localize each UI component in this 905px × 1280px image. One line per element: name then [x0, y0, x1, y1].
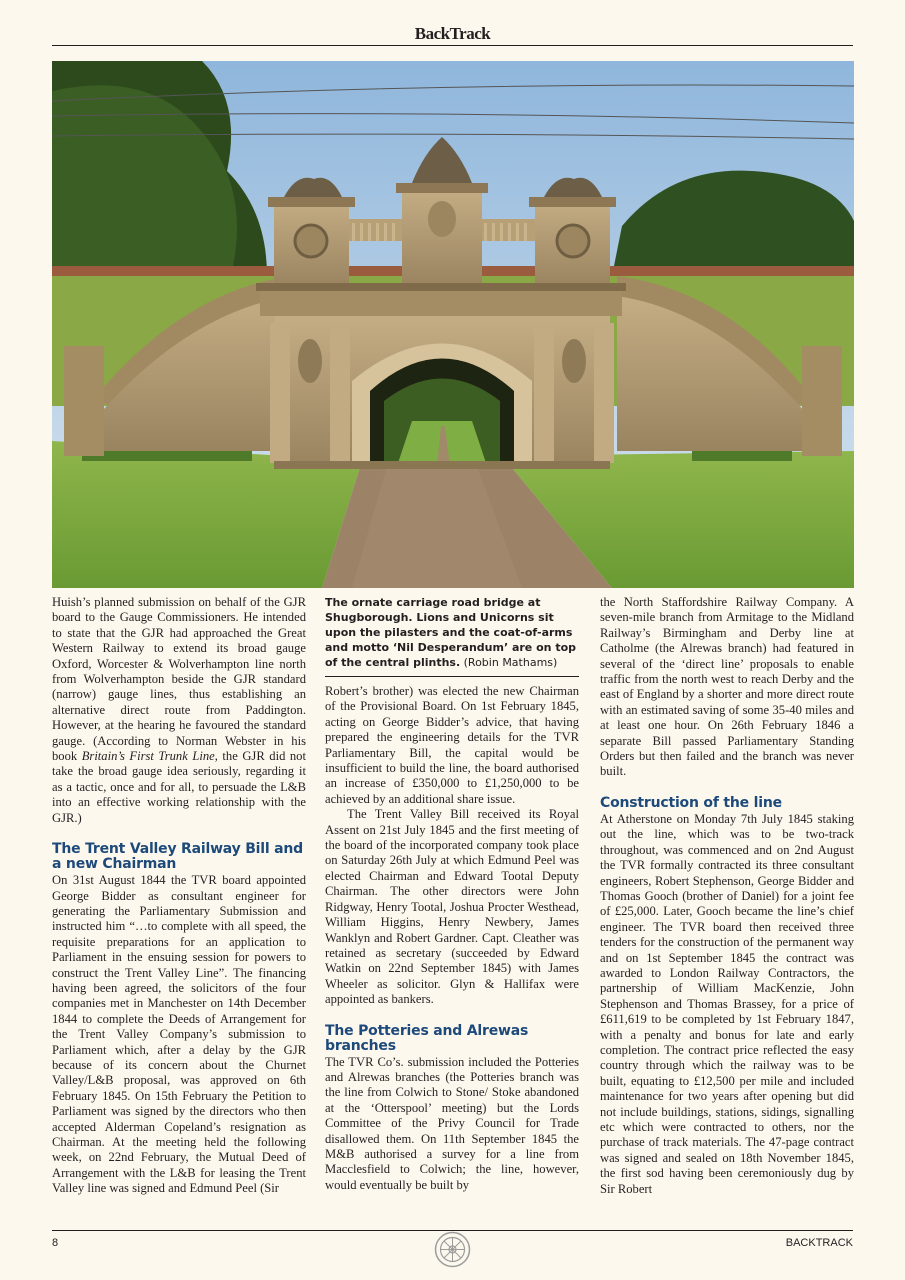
paragraph: the North Staffordshire Railway Company. A seven-mile branch from Armitage to the Midland Railway’s Birmingham and Derby line at Catholme (the Alrewas branch) had featured in several of the ‘direct line’ proposals to enable traffic from the north west to reach Derby and the east of England by a shorter and more direct route with an estimated saving of some 35-40 miles and at least one hour. On 26th February 1846 a separate Bill passed Parliamentary Standing Orders but then failed and the branch was never built. [600, 595, 854, 779]
paragraph: On 31st August 1844 the TVR board appointed George Bidder as consultant engineer for generating the Parliamentary Submission and instructed him “…to complete with all speed, the requisite preparations for an application to Parliament in the ensuing session for powers to construct the Trent Valley Line”. The financing having been agreed, the solicitors of the four companies met in Manchester on 14th December 1844 to complete the Deeds of Arrangement for the Trent Valley Company’s submission to Parliament which, after a delay by the GJR because of its concern about the Churnet Valley/L&B proposal, was approved on 6th February 1845. On 15th February the Petition to Parliament was signed by the directors who then accepted Alderman Copeland’s resignation as Chairman. At the meeting held the following week, on 22nd February, the Mutual Deed of Arrangement with the L&B for leasing the Trent Valley line was signed and Edmund Peel (Sir [52, 873, 306, 1196]
top-rule [52, 45, 853, 46]
photo-caption: The ornate carriage road bridge at Shugborough. Lions and Unicorns sit upon the pilasters and the coat-of-arms and motto ‘Nil Desperandum’ are on top of the central plinths. (Robin Mathams) [325, 595, 579, 677]
section-heading: The Potteries and Alrewas branches [325, 1022, 529, 1054]
masthead-logo: BackTrack [414, 24, 491, 43]
text-column-2 [325, 595, 579, 1193]
paragraph: The TVR Co’s. submission included the Potteries and Alrewas branches (the Potteries branch was the line from Colwich to Stone/ Stoke abandoned at the ‘Otterspool’ meeting) but the Lords Committee of the Privy Council for Trade disallowed them. On 11th September 1845 the M&B authorised a survey for a line from Macclesfield to Colwich; the line, however, would eventually be built by [325, 1054, 579, 1192]
paragraph: Huish’s planned submission on behalf of the GJR board to the Gauge Commissioners. He intended to state that the GJR had approached the Great Western Railway to extend its broad gauge Oxford, Worcester & Wolverhampton line north from Wolverhampton beside the GJR standard (narrow) gauge lines, thus establishing an alternative direct route from Paddington. However, at the hearing he favoured the standard gauge. (According to Norman Webster in his book Britain’s First Trunk Line, the GJR did not take the broad gauge idea seriously, regarding it as a tactic, once and for all, to persuade the L&B into an effective working relationship with the GJR.) [52, 595, 306, 825]
text-column-1 [52, 595, 306, 1197]
photo-credit: (Robin Mathams) [460, 656, 558, 669]
section-heading: Construction of the line [600, 794, 782, 811]
paragraph: The Trent Valley Bill received its Royal Assent on 21st July 1845 and the first meeting of the board of the incorporated company took place on Saturday 26th July at which Edmund Peel was elected Chairman and Edward Tootal Deputy Chairman. The other directors were John Ridgway, Henry Tootal, Joshua Procter Westhead, William Higgins, Henry Newbery, James Wanklyn and Robert Gardner. Capt. Cleather was retained as secretary (succeeded by Edward Watkin on 22nd September 1845) with James Wheeler as solicitor. Glyn & Hallifax were appointed as bankers. [325, 807, 579, 1007]
wheel-emblem-icon [434, 1231, 471, 1268]
bridge-illustration [52, 61, 854, 588]
paragraph: Robert’s brother) was elected the new Chairman of the Provisional Board. On 1st February 1845, acting on George Bidder’s advice, that having prepared the engineering details for the TVR Parliamentary Bill, the capital would be insufficient to build the line, the board authorised an increase of £350,000 to £1,250,000 to be achieved by an additional share issue. [325, 684, 579, 806]
text-column-3 [600, 595, 854, 1197]
bridge-photo [52, 61, 854, 588]
paragraph: At Atherstone on Monday 7th July 1845 staking out the line, which was to be two-track throughout, was commenced and on 2nd August the TVR formally contracted its three consultant engineers, Robert Stephenson, George Bidder and Thomas Gooch (brother of Daniel) for a joint fee of £25,000. Later, Gooch became the line’s chief engineer. The TVR board then received three tenders for the construction of the permanent way and on 1st September 1845 the contract was awarded to London Railway Contractors, the partnership of William MacKenzie, John Stephenson and Thomas Brassey, for a price of £611,619 to be completed by 1st February 1847, with a penalty and bonus for late and early completion. The contract price reflected the easy country through which the railway was to be built, equating to £12,500 per mile and included maintenance for two years after opening but did not include buildings, stations, sidings, signalling etc which were contracted to others, nor the purchase of track materials. The 47-page contract was signed and sealed on 18th November 1845, the first sod having been ceremoniously dug by Sir Robert [600, 811, 854, 1196]
book-title: Britain’s First Trunk Line [81, 749, 215, 764]
magazine-name: BACKTRACK [785, 1237, 853, 1249]
page-number: 8 [52, 1237, 59, 1249]
section-heading: The Trent Valley Railway Bill and a new Chairman [52, 841, 303, 873]
